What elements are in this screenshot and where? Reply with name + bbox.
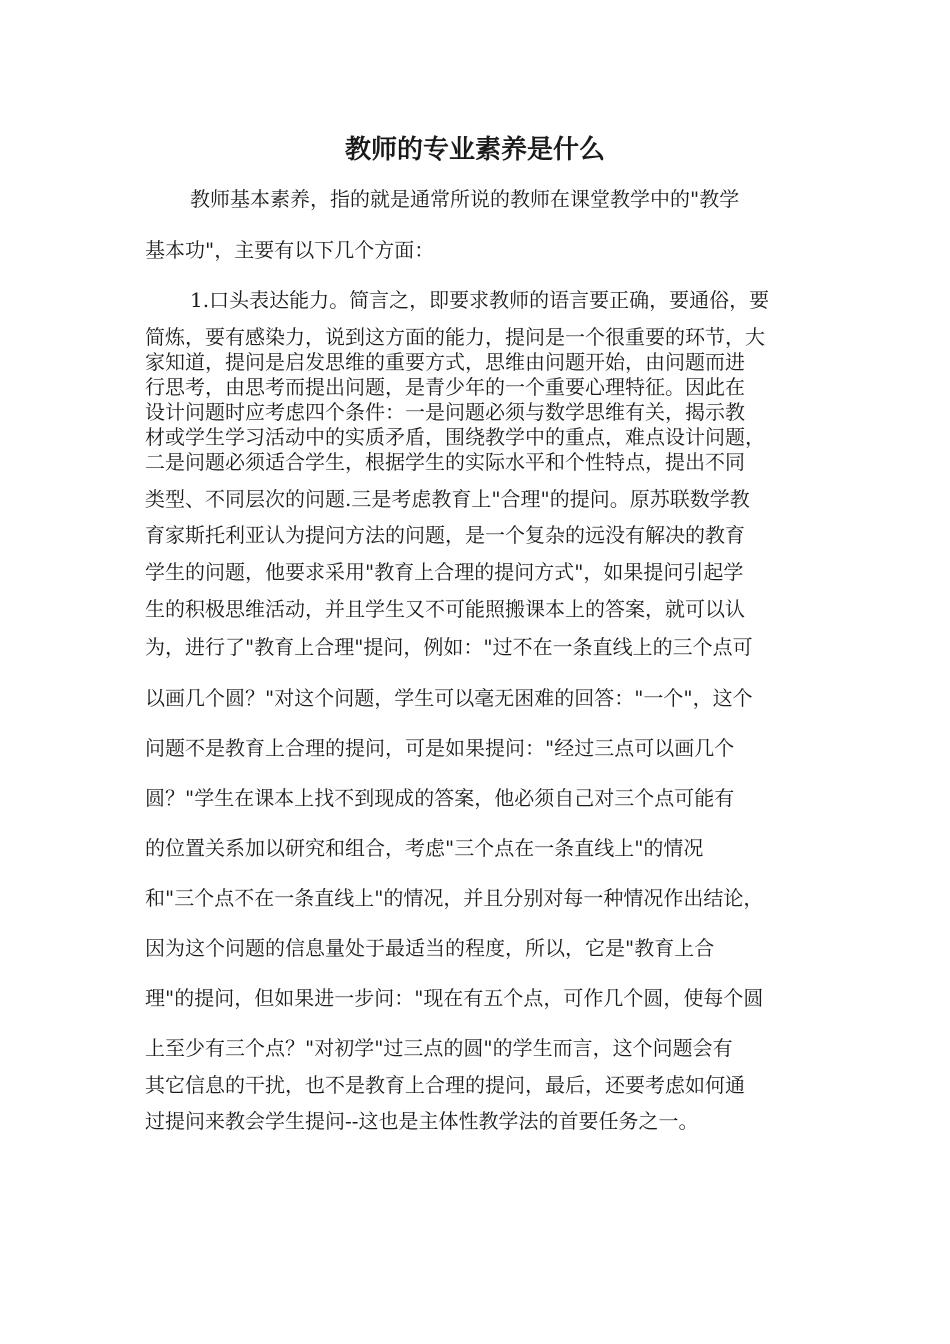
text-line: 其它信息的干扰，也不是教育上合理的提问，最后，还要考虑如何通	[145, 1073, 745, 1097]
text-line: 材或学生学习活动中的实质矛盾，围绕教学中的重点，难点设计问题，	[145, 425, 765, 449]
text-line: 和"三个点不在一条直线上"的情况，并且分别对每一种情况作出结论，	[145, 886, 764, 910]
text-line: 过提问来教会学生提问--这也是主体性教学法的首要任务之一。	[145, 1109, 699, 1133]
text-line: 行思考，由思考而提出问题，是青少年的一个重要心理特征。因此在	[145, 375, 745, 399]
text-line: 育家斯托利亚认为提问方法的问题，是一个复杂的远没有解决的教育	[145, 523, 745, 547]
text-line: 学生的问题，他要求采用"教育上合理的提问方式"，如果提问引起学	[145, 560, 744, 584]
text-line: 为，进行了"教育上合理"提问，例如："过不在一条直线上的三个点可	[145, 635, 753, 659]
text-line: 以画几个圆？"对这个问题，学生可以毫无困难的回答："一个"，这个	[145, 686, 753, 710]
text-line: 理"的提问，但如果进一步问："现在有五个点，可作几个圆，使每个圆	[145, 986, 764, 1010]
text-line: 家知道，提问是启发思维的重要方式，思维由问题开始，由问题而进	[145, 350, 745, 374]
text-line: 圆？"学生在课本上找不到现成的答案，他必须自己对三个点可能有	[145, 786, 735, 810]
text-line: 因为这个问题的信息量处于最适当的程度，所以，它是"教育上合	[145, 936, 715, 960]
document-title: 教师的专业素养是什么	[344, 135, 605, 165]
text-line: 基本功"，主要有以下几个方面：	[145, 238, 435, 262]
text-line: 简炼，要有感染力，说到这方面的能力，提问是一个很重要的环节，大	[145, 325, 765, 349]
text-line: 教师基本素养，指的就是通常所说的教师在课堂教学中的"教学	[190, 187, 740, 211]
text-line: 的位置关系加以研究和组合，考虑"三个点在一条直线上"的情况	[145, 836, 704, 860]
text-line: 问题不是教育上合理的提问，可是如果提问："经过三点可以画几个	[145, 736, 735, 760]
text-line: 二是问题必须适合学生，根据学生的实际水平和个性特点，提出不同	[145, 450, 745, 474]
text-line: 1.口头表达能力。简言之，即要求教师的语言要正确，要通俗，要	[190, 288, 770, 312]
text-line: 设计问题时应考虑四个条件：一是问题必须与数学思维有关，揭示教	[145, 400, 745, 424]
text-line: 类型、不同层次的问题.三是考虑教育上"合理"的提问。原苏联数学教	[145, 487, 750, 511]
text-line: 生的积极思维活动，并且学生又不可能照搬课本上的答案，就可以认	[145, 597, 745, 621]
text-line: 上至少有三个点？"对初学"过三点的圆"的学生而言，这个问题会有	[145, 1036, 733, 1060]
